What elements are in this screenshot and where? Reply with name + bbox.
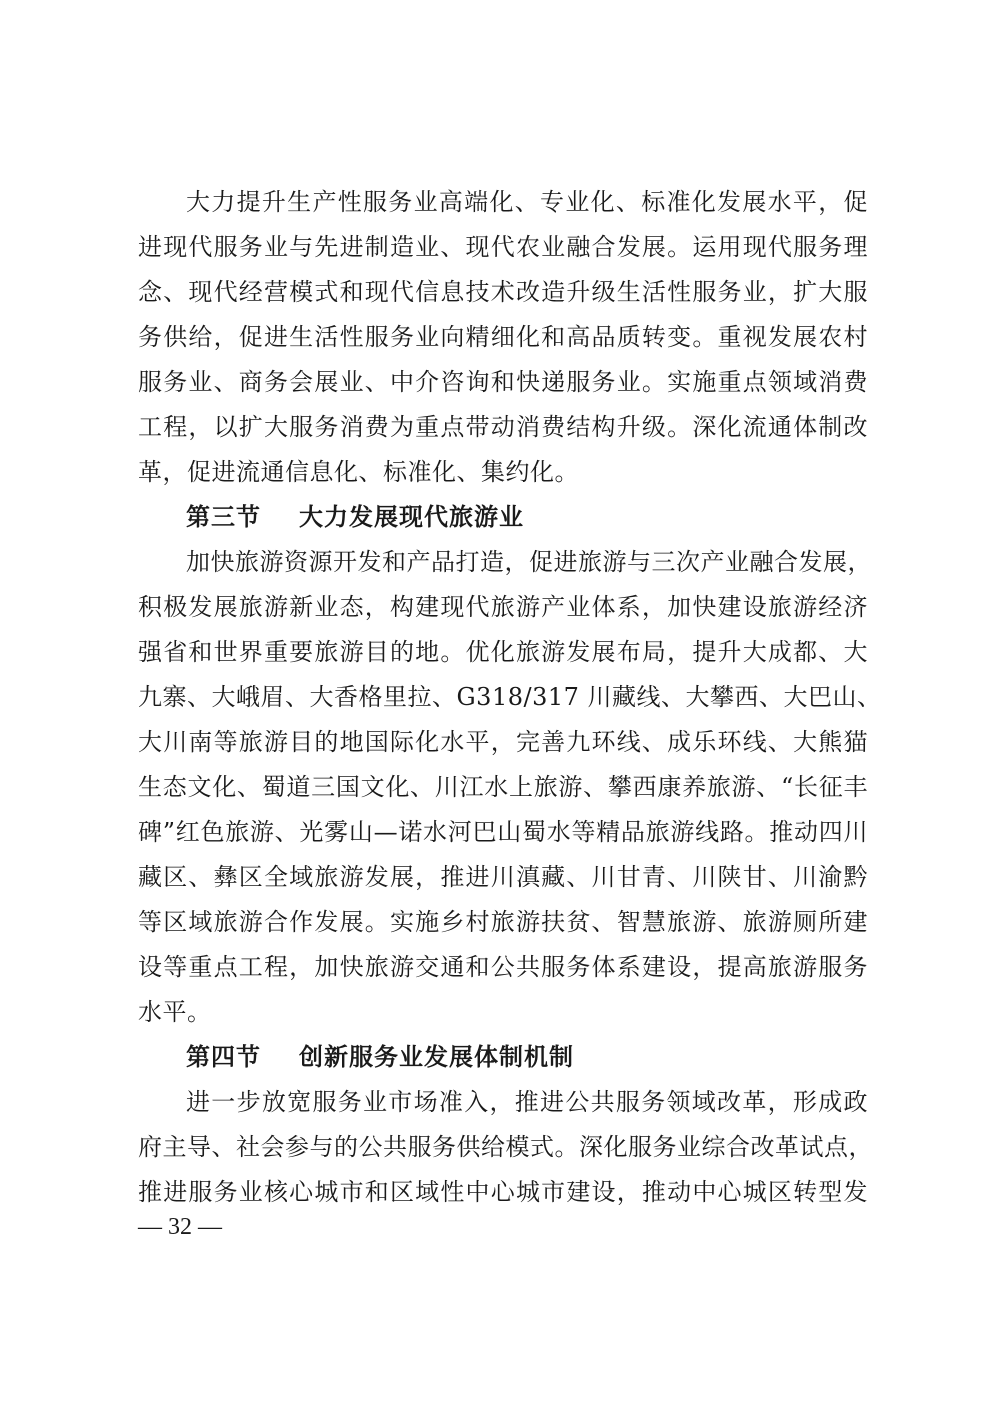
- text-line: 强省和世界重要旅游目的地。优化旅游发展布局，提升大成都、大: [138, 638, 868, 666]
- text-line: 念、现代经营模式和现代信息技术改造升级生活性服务业，扩大服: [138, 278, 868, 306]
- text-line: 设等重点工程，加快旅游交通和公共服务体系建设，提高旅游服务: [138, 953, 868, 981]
- text-line: 加快旅游资源开发和产品打造，促进旅游与三次产业融合发展，: [186, 548, 872, 576]
- text-line: 大川南等旅游目的地国际化水平，完善九环线、成乐环线、大熊猫: [138, 728, 868, 756]
- section-number: 第三节: [186, 503, 261, 531]
- text-line: 工程，以扩大服务消费为重点带动消费结构升级。深化流通体制改: [138, 413, 868, 441]
- text-line: 碑”红色旅游、光雾山—诺水河巴山蜀水等精品旅游线路。推动四川: [138, 818, 868, 846]
- text-line: 大力提升生产性服务业高端化、专业化、标准化发展水平，促: [186, 188, 868, 216]
- text-line: 革，促进流通信息化、标准化、集约化。: [138, 458, 579, 486]
- text-line: 务供给，促进生活性服务业向精细化和高品质转变。重视发展农村: [138, 323, 868, 351]
- text-line: 生态文化、蜀道三国文化、川江水上旅游、攀西康养旅游、“长征丰: [138, 773, 868, 801]
- section-number: 第四节: [186, 1043, 261, 1071]
- section-title: 创新服务业发展体制机制: [299, 1043, 574, 1071]
- text-line: 九寨、大峨眉、大香格里拉、G318/317 川藏线、大攀西、大巴山、: [138, 683, 882, 711]
- text-line: 藏区、彝区全域旅游发展，推进川滇藏、川甘青、川陕甘、川渝黔: [138, 863, 868, 891]
- text-line: 进一步放宽服务业市场准入，推进公共服务领域改革，形成政: [186, 1088, 868, 1116]
- text-line: 积极发展旅游新业态，构建现代旅游产业体系，加快建设旅游经济: [138, 593, 868, 621]
- text-line: 府主导、社会参与的公共服务供给模式。深化服务业综合改革试点，: [138, 1133, 873, 1161]
- section-heading-4: [186, 1042, 574, 1072]
- section-title: 大力发展现代旅游业: [299, 503, 524, 531]
- page-number: — 32 —: [138, 1214, 222, 1240]
- text-line: 水平。: [138, 998, 212, 1026]
- text-line: 服务业、商务会展业、中介咨询和快递服务业。实施重点领域消费: [138, 368, 868, 396]
- text-line: 进现代服务业与先进制造业、现代农业融合发展。运用现代服务理: [138, 233, 868, 261]
- text-line: 推进服务业核心城市和区域性中心城市建设，推动中心城区转型发: [138, 1178, 868, 1206]
- text-line: 等区域旅游合作发展。实施乡村旅游扶贫、智慧旅游、旅游厕所建: [138, 908, 868, 936]
- section-heading-3: [186, 502, 524, 532]
